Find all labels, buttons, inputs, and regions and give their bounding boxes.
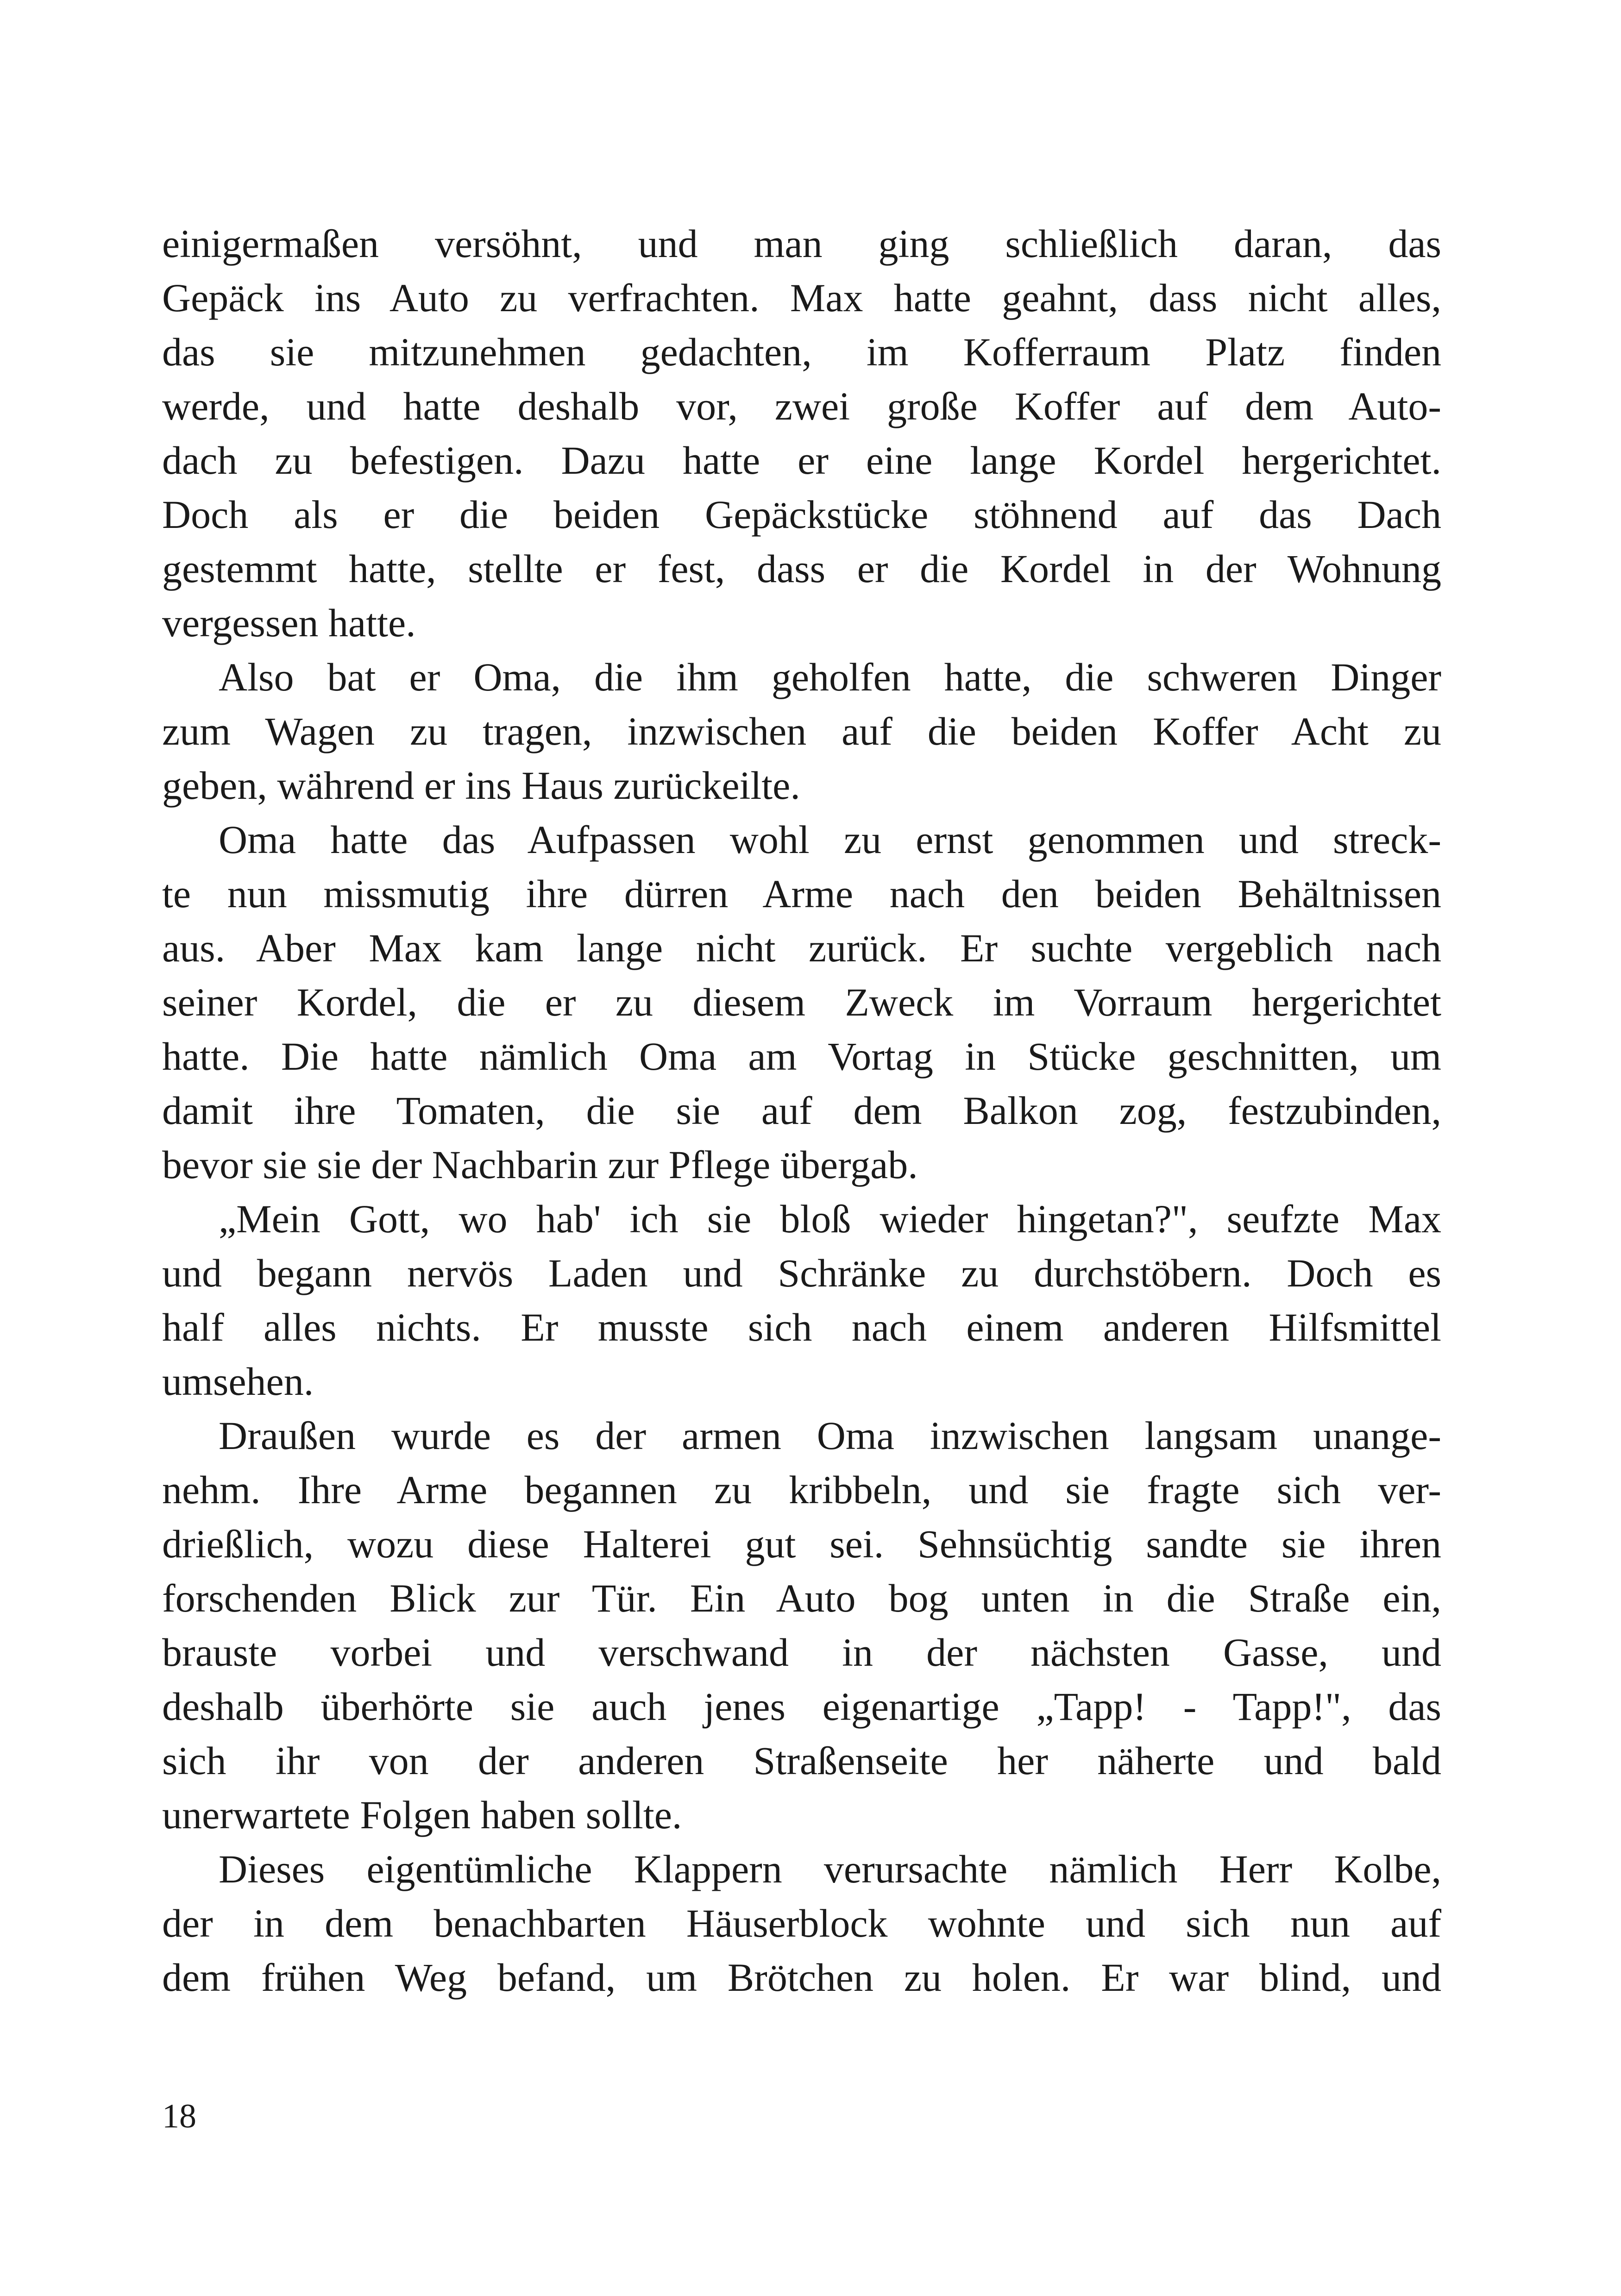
text-line: dem frühen Weg befand, um Brötchen zu holen. Er war blind, und bbox=[162, 1955, 1441, 2000]
page-number: 18 bbox=[162, 2097, 196, 2135]
text-line: drießlich, wozu diese Halterei gut sei. Sehnsüchtig sandte sie ihren bbox=[162, 1522, 1441, 1566]
text-line: Draußen wurde es der armen Oma inzwischen langsam unange- bbox=[219, 1413, 1441, 1458]
text-line: dach zu befestigen. Dazu hatte er eine lange Kordel hergerichtet. bbox=[162, 438, 1441, 483]
text-line: sich ihr von der anderen Straßenseite her näherte und bald bbox=[162, 1738, 1441, 1783]
text-line: geben, während er ins Haus zurückeilte. bbox=[162, 763, 800, 808]
text-line: deshalb überhörte sie auch jenes eigenartige „Tapp! - Tapp!", das bbox=[162, 1684, 1441, 1729]
text-line: werde, und hatte deshalb vor, zwei große Koffer auf dem Auto- bbox=[162, 384, 1441, 428]
text-line: damit ihre Tomaten, die sie auf dem Balkon zog, festzubinden, bbox=[162, 1088, 1441, 1133]
text-line: einigermaßen versöhnt, und man ging schließlich daran, das bbox=[162, 221, 1441, 266]
text-line: forschenden Blick zur Tür. Ein Auto bog unten in die Straße ein, bbox=[162, 1576, 1441, 1620]
text-line: nehm. Ihre Arme begannen zu kribbeln, und sie fragte sich ver- bbox=[162, 1468, 1441, 1512]
text-line: umsehen. bbox=[162, 1359, 314, 1404]
text-line: bevor sie sie der Nachbarin zur Pflege übergab. bbox=[162, 1142, 918, 1187]
text-line: gestemmt hatte, stellte er fest, dass er die Kordel in der Wohnung bbox=[162, 546, 1441, 591]
text-line: Doch als er die beiden Gepäckstücke stöhnend auf das Dach bbox=[162, 492, 1441, 537]
text-line: vergessen hatte. bbox=[162, 601, 416, 645]
text-line: hatte. Die hatte nämlich Oma am Vortag in Stücke geschnitten, um bbox=[162, 1034, 1441, 1079]
text-line: zum Wagen zu tragen, inzwischen auf die beiden Koffer Acht zu bbox=[162, 709, 1441, 753]
text-line: Oma hatte das Aufpassen wohl zu ernst genommen und streck- bbox=[219, 817, 1441, 862]
text-line: te nun missmutig ihre dürren Arme nach den beiden Behältnissen bbox=[162, 872, 1441, 916]
text-line: „Mein Gott, wo hab' ich sie bloß wieder hingetan?", seufzte Max bbox=[219, 1197, 1441, 1241]
text-line: seiner Kordel, die er zu diesem Zweck im Vorraum hergerichtet bbox=[162, 980, 1441, 1024]
body-text bbox=[162, 217, 1441, 2005]
text-line: Also bat er Oma, die ihm geholfen hatte, die schweren Dinger bbox=[219, 655, 1441, 699]
text-line: und begann nervös Laden und Schränke zu durchstöbern. Doch es bbox=[162, 1251, 1441, 1295]
text-line: half alles nichts. Er musste sich nach einem anderen Hilfsmittel bbox=[162, 1305, 1441, 1349]
text-line: der in dem benachbarten Häuserblock wohnte und sich nun auf bbox=[162, 1901, 1441, 1945]
text-line: unerwartete Folgen haben sollte. bbox=[162, 1793, 682, 1837]
text-line: aus. Aber Max kam lange nicht zurück. Er suchte vergeblich nach bbox=[162, 926, 1441, 970]
text-line: brauste vorbei und verschwand in der nächsten Gasse, und bbox=[162, 1630, 1441, 1675]
text-line: Dieses eigentümliche Klappern verursachte nämlich Herr Kolbe, bbox=[219, 1847, 1441, 1891]
text-line: Gepäck ins Auto zu verfrachten. Max hatte geahnt, dass nicht alles, bbox=[162, 276, 1441, 320]
text-line: das sie mitzunehmen gedachten, im Kofferraum Platz finden bbox=[162, 330, 1441, 374]
